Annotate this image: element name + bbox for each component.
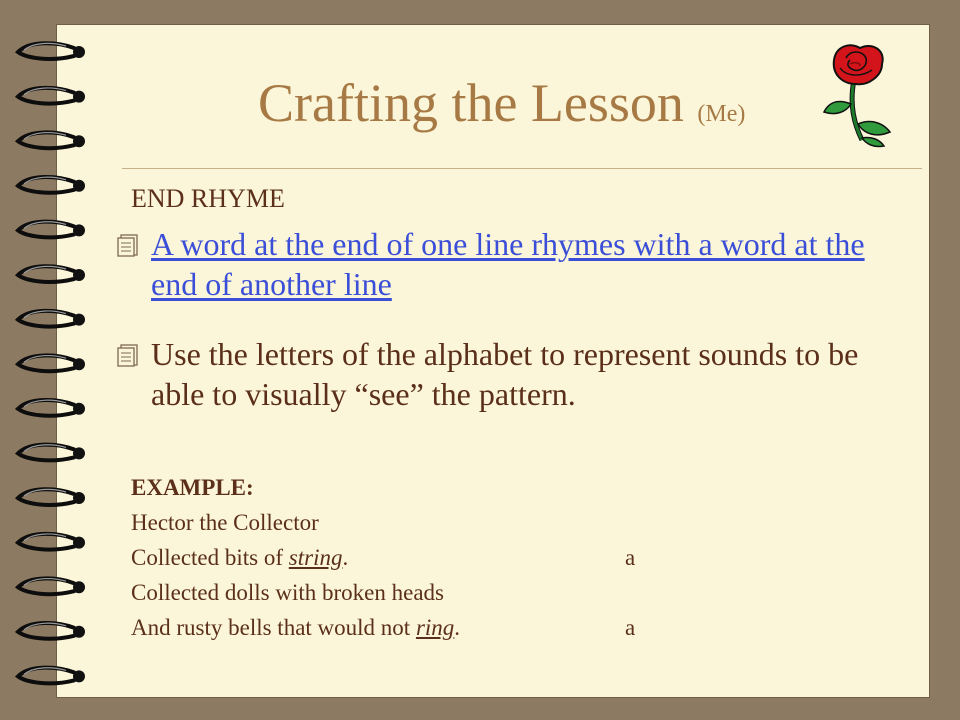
line-punct: . [342, 545, 349, 570]
spiral-ring [18, 668, 85, 684]
rose-icon [820, 40, 900, 152]
example-block [131, 470, 635, 645]
bullet-link-text[interactable]: A word at the end of one line rhymes with a word at the end of another line [151, 226, 865, 302]
spiral-ring [18, 534, 85, 550]
title-main: Crafting the Lesson [258, 73, 684, 133]
notepad-bullet-icon [115, 232, 141, 258]
line-text: Collected dolls with broken heads [131, 580, 444, 605]
spiral-ring [18, 489, 85, 505]
spiral-ring [18, 578, 85, 594]
rhyme-word: ring [415, 615, 455, 640]
subheading: END RHYME [131, 184, 285, 213]
spiral-ring [18, 266, 85, 282]
bullet-text: Use the letters of the alphabet to represent sounds to be able to visually “see” the pattern. [151, 336, 859, 412]
rhyme-mark: a [625, 615, 636, 640]
spiral-ring [18, 88, 85, 104]
example-line-text [131, 540, 625, 575]
spiral-ring [18, 400, 85, 416]
notepad-bullet-icon [115, 342, 141, 368]
spiral-ring [18, 355, 85, 371]
spiral-ring [18, 132, 85, 148]
spiral-ring [18, 43, 85, 59]
spiral-binding-icon [0, 0, 120, 720]
example-line [131, 505, 635, 540]
spiral-ring [18, 177, 85, 193]
example-line-text [131, 610, 625, 645]
spiral-ring [18, 623, 85, 639]
slide-title [258, 72, 745, 134]
line-text: Hector the Collector [131, 510, 319, 535]
spiral-ring [18, 445, 85, 461]
rhyme-word: string [288, 545, 343, 570]
example-line [131, 575, 635, 610]
bullet-item [115, 334, 905, 414]
spiral-ring [18, 222, 85, 238]
line-text: Collected bits of [131, 545, 289, 570]
example-line-text [131, 575, 625, 610]
line-punct: . [454, 615, 461, 640]
title-divider [122, 168, 922, 169]
example-line [131, 610, 635, 645]
example-header: EXAMPLE: [131, 475, 254, 500]
line-text: And rusty bells that would not [131, 615, 416, 640]
rhyme-mark: a [625, 545, 636, 570]
example-line-text [131, 505, 625, 540]
example-line [131, 540, 635, 575]
spiral-ring [18, 311, 85, 327]
title-suffix: (Me) [697, 101, 746, 127]
bullet-item [115, 224, 905, 304]
